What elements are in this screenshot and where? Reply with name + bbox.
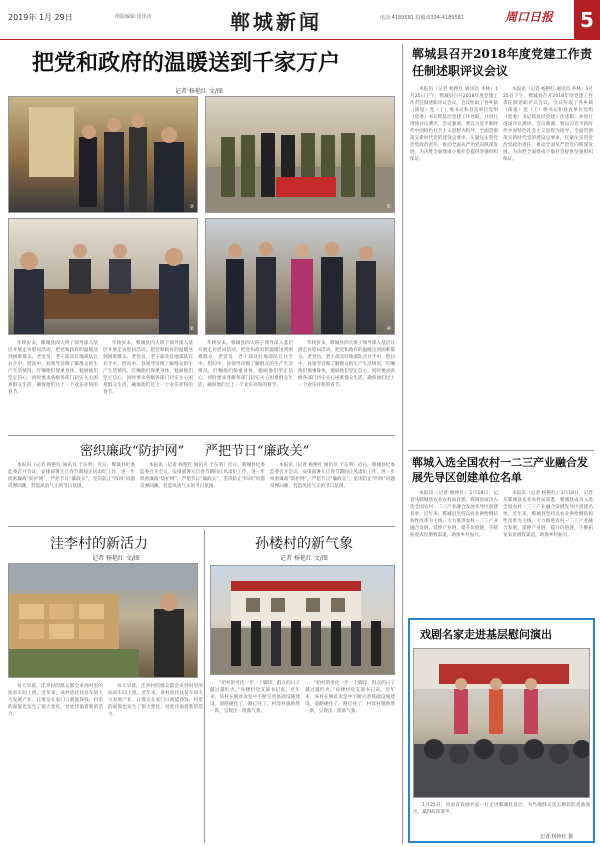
photo-visit-4-figures xyxy=(206,219,395,335)
sunlou-headline: 孙楼村的新气象 xyxy=(255,536,353,552)
divider-right xyxy=(402,44,403,844)
ruraldev-col-2: 本报讯（记者 杨艳红）1月18日，记者从郸城县农业农村局获悉，郸城县成功入选全国农村一二三产业融合发展先导区创建名单。近年来，郸城县坚持以农业供给侧结构性改革为主线，大力推进农村一二三产业融合发展，延伸产业链，提升价值链，不断拓宽农民增收渠道，助推乡村振兴。 xyxy=(503,491,593,538)
photo-visit-1-number: ③ xyxy=(189,204,194,210)
main-byline: 记者 杨艳红 文/图 xyxy=(175,88,223,95)
photo-visit-3-number: ② xyxy=(189,326,194,332)
photo-visit-1 xyxy=(8,96,198,213)
integrity-headline-a: 密织廉政“防护网” xyxy=(80,444,185,459)
photo-opera xyxy=(413,648,590,798)
ruraldev-headline: 郸城入选全国农村一二三产业融合发展先导区创建单位名单 xyxy=(412,456,588,484)
photo-visit-4-number: ④ xyxy=(386,326,391,332)
divider-1 xyxy=(8,435,395,436)
main-headline: 把党和政府的温暖送到千家万户 xyxy=(32,50,341,76)
integrity-col-1: 本报讯（记者 杨艳红 通讯员 于东明）近日，郸城县纪委监委召开会议，安排部署元旦春节期间正风肃纪工作，进一步织密廉政“防护网”，严把节日“廉政关”，坚决防止“四风”问题反弹回潮，营造风清气正的节日氛围。 xyxy=(8,463,135,489)
contact-info: 电话:4189581 投稿:0394-4189581 xyxy=(380,15,465,21)
photo-wazhuang-scene xyxy=(9,564,198,678)
photo-sunlou-scene xyxy=(211,566,395,675)
ruraldev-col-1: 本报讯（记者 杨艳红）1月18日，记者从郸城县农业农村局获悉，郸城县成功入选全国农村一二三产业融合发展先导区创建名单。近年来，郸城县坚持以农业供给侧结构性改革为主线，大力推进农村一二三产业融合发展，延伸产业链，提升价值链，不断拓宽农民增收渠道，助推乡村振兴。 xyxy=(410,491,498,538)
sunlou-col-1: “咱村的变化一步一个脚印，群众的日子越过越红火。”孙楼村党支部书记说。近年来，该村在脱贫攻坚中不断完善基础设施建设，道路硬化了，路灯亮了，村容村貌焕然一新，呈现出一派新气象。 xyxy=(210,681,300,714)
integrity-col-2: 本报讯（记者 杨艳红 通讯员 于东明）近日，郸城县纪委监委召开会议，安排部署元旦春节期间正风肃纪工作，进一步织密廉政“防护网”，严把节日“廉政关”，坚决防止“四风”问题反弹回潮，营造风清气正的节日氛围。 xyxy=(140,463,265,489)
divider-4 xyxy=(408,450,594,451)
integrity-headline-b: 严把节日“廉政关” xyxy=(205,444,310,459)
sunlou-col-2: “咱村的变化一步一个脚印，群众的日子越过越红火。”孙楼村党支部书记说。近年来，该村在脱贫攻坚中不断完善基础设施建设，道路硬化了，路灯亮了，村容村貌焕然一新，呈现出一派新气象。 xyxy=(305,681,395,714)
editor-credit: 组版编辑:张伟涛 xyxy=(115,14,152,20)
photo-visit-2-figures xyxy=(206,97,395,213)
party-headline: 郸城县召开2018年度党建工作责任制述职评议会议 xyxy=(412,47,592,78)
party-col-1: 本报讯（记者 杨艳红 通讯员 李林）1月25日下午，郸城县召开2018年度党建工作责任制述职评议会议。会议听取了各乡镇（街道）党（工）委书记和县直单位党组（党委）书记抓基层党建工作述职，并进行现场评议测评。会议强调，要以习近平新时代中国特色社会主义思想为指导，全面贯彻落实新时代党的建设总要求，压紧压实管党治党政治责任，推动全面从严治党向纵深发展，为决胜全面建成小康社会提供坚强组织保证。 xyxy=(410,87,498,162)
main-article-col-1: 年终岁末，郸城县四大班子领导深入基层开展走访慰问活动，把党和政府的温暖送到困难群众、老党员、老干部及驻地部队官兵手中。慰问中，县领导详细了解群众的生产生活情况，叮嘱他们保重身体，勉励他们坚定信心，同时要求各级各部门切实关心困难群众生活，确保他们过上一个欢乐祥和的春节。 xyxy=(8,341,98,395)
photo-wazhuang xyxy=(8,563,198,678)
wazhuang-headline: 洼李村的新活力 xyxy=(50,536,148,552)
photo-visit-2-number: ① xyxy=(386,204,391,210)
photo-sunlou xyxy=(210,565,395,675)
issue-date: 2019年 1月 29日 xyxy=(8,13,73,22)
masthead xyxy=(0,0,600,40)
photo-visit-3 xyxy=(8,218,198,335)
main-article-col-4: 年终岁末，郸城县四大班子领导深入基层开展走访慰问活动，把党和政府的温暖送到困难群众、老党员、老干部及驻地部队官兵手中。慰问中，县领导详细了解群众的生产生活情况，叮嘱他们保重身体，勉励他们坚定信心，同时要求各级各部门切实关心困难群众生活，确保他们过上一个欢乐祥和的春节。 xyxy=(298,341,395,388)
wazhuang-col-2: 每天早晨，洼李村的群众都会来到村里的扶贫车间上班。近年来，该村依托扶贫车间大力发展产业，让群众在家门口就能挣钱，村里的面貌也发生了很大变化，处处洋溢着新的活力。 xyxy=(108,684,203,717)
sunlou-byline: 记者 杨艳红 文/图 xyxy=(280,555,328,562)
integrity-col-3: 本报讯（记者 杨艳红 通讯员 于东明）近日，郸城县纪委监委召开会议，安排部署元旦春节期间正风肃纪工作，进一步织密廉政“防护网”，严把节日“廉政关”，坚决防止“四风”问题反弹回潮，营造风清气正的节日氛围。 xyxy=(270,463,395,489)
main-article-col-2: 年终岁末，郸城县四大班子领导深入基层开展走访慰问活动，把党和政府的温暖送到困难群众、老党员、老干部及驻地部队官兵手中。慰问中，县领导详细了解群众的生产生活情况，叮嘱他们保重身体，勉励他们坚定信心，同时要求各级各部门切实关心困难群众生活，确保他们过上一个欢乐祥和的春节。 xyxy=(103,341,193,395)
opera-byline: 记者 杨艳红 摄 xyxy=(540,834,574,840)
newspaper-logo: 周口日报 xyxy=(505,10,554,24)
photo-visit-2 xyxy=(205,96,395,213)
wazhuang-byline: 记者 杨艳红 文/图 xyxy=(92,555,140,562)
opera-headline: 戏剧名家走进基层慰问演出 xyxy=(420,628,552,641)
party-col-2: 本报讯（记者 杨艳红 通讯员 李林）1月25日下午，郸城县召开2018年度党建工作责任制述职评议会议。会议听取了各乡镇（街道）党（工）委书记和县直单位党组（党委）书记抓基层党建工作述职，并进行现场评议测评。会议强调，要以习近平新时代中国特色社会主义思想为指导，全面贯彻落实新时代党的建设总要求，压紧压实管党治党政治责任，推动全面从严治党向纵深发展，为决胜全面建成小康社会提供坚强组织保证。 xyxy=(503,87,593,162)
opera-caption: 1月25日，河南省戏剧名家一行走进郸城县基层，为当地群众送去精彩的戏曲演出，赢得阵阵掌声。 xyxy=(413,803,590,815)
photo-visit-3-figures xyxy=(9,219,198,335)
photo-visit-1-figures xyxy=(9,97,198,213)
divider-2 xyxy=(8,526,395,527)
photo-opera-scene xyxy=(414,649,590,798)
page-number: 5 xyxy=(574,0,600,40)
main-article-col-3: 年终岁末，郸城县四大班子领导深入基层开展走访慰问活动，把党和政府的温暖送到困难群众、老党员、老干部及驻地部队官兵手中。慰问中，县领导详细了解群众的生产生活情况，叮嘱他们保重身体，勉励他们坚定信心，同时要求各级各部门切实关心困难群众生活，确保他们过上一个欢乐祥和的春节。 xyxy=(198,341,293,388)
divider-3 xyxy=(204,530,205,843)
photo-visit-4 xyxy=(205,218,395,335)
wazhuang-col-1: 每天早晨，洼李村的群众都会来到村里的扶贫车间上班。近年来，该村依托扶贫车间大力发展产业，让群众在家门口就能挣钱，村里的面貌也发生了很大变化，处处洋溢着新的活力。 xyxy=(8,684,103,717)
section-title: 郸城新闻 xyxy=(230,10,322,34)
